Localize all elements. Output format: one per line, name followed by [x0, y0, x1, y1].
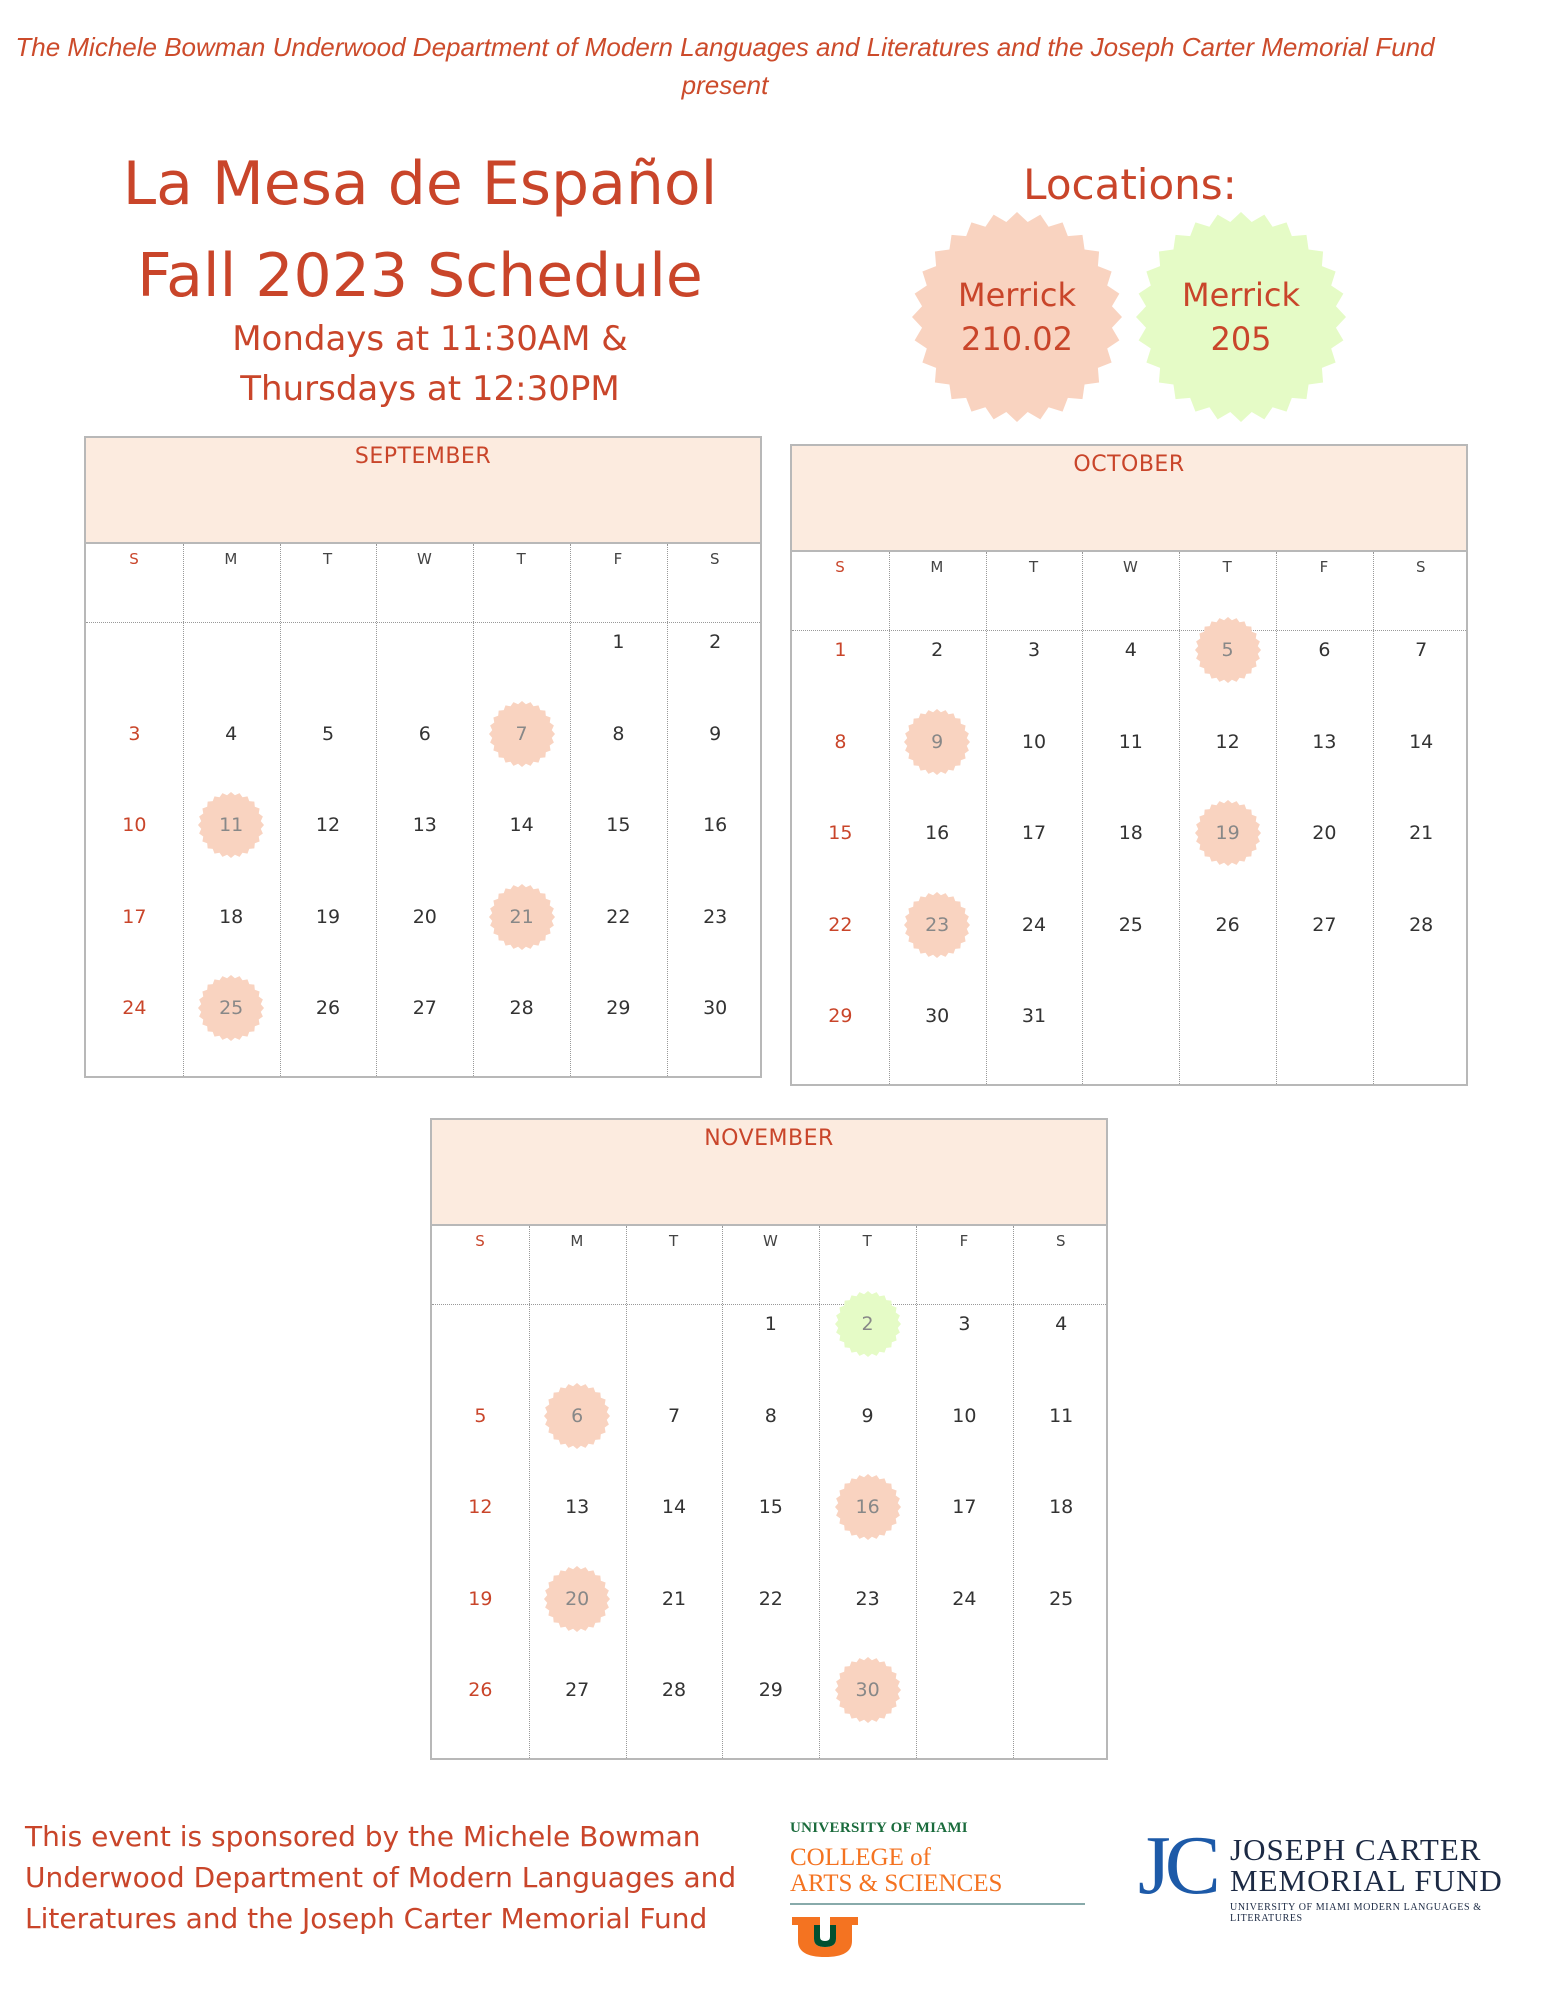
calendar-grid	[432, 1226, 1106, 1758]
calendar-day: 4	[1124, 639, 1137, 661]
calendar-day: 7	[1415, 639, 1428, 661]
calendar-day: 5	[321, 722, 335, 745]
calendar-day: 6	[418, 722, 431, 745]
calendar-day: 7	[667, 1404, 681, 1427]
weekday-label: F	[959, 1232, 969, 1250]
calendar-day: 11	[1049, 1404, 1074, 1427]
calendar-day: 18	[1118, 822, 1143, 844]
calendar-day: 27	[412, 997, 437, 1019]
calendar-day: 4	[1055, 1313, 1068, 1335]
calendar-day: 3	[958, 1313, 971, 1335]
calendar-day: 22	[606, 905, 631, 928]
title-line-2: Fall 2023 Schedule	[137, 241, 703, 311]
calendar-day: 26	[315, 997, 341, 1019]
um-logo-line-2: ARTS & SCIENCES	[790, 1870, 1003, 1897]
calendar-day: 24	[1021, 913, 1047, 936]
calendar-day: 29	[828, 1005, 853, 1027]
location-badge-merrick-210	[912, 212, 1122, 422]
locations-title: Locations:	[1023, 160, 1237, 209]
calendar-september	[84, 436, 762, 1078]
calendar-october	[790, 444, 1468, 1086]
jc-name	[1230, 1834, 1503, 1896]
page-title	[60, 138, 780, 322]
calendar-day: 8	[764, 1404, 777, 1427]
weekday-label: W	[762, 1232, 778, 1250]
weekday-label: W	[416, 550, 432, 568]
month-header: SEPTEMBER	[86, 438, 760, 544]
calendar-day: 23	[925, 913, 950, 936]
calendar-grid	[86, 544, 760, 1076]
location-badge-merrick-205	[1136, 212, 1346, 422]
calendar-november	[430, 1118, 1108, 1760]
calendar-day: 15	[606, 814, 631, 836]
calendar-day: 23	[703, 905, 728, 928]
location-1-line-2: 210.02	[961, 320, 1073, 358]
calendar-day: 26	[1215, 913, 1240, 936]
um-logo-top: UNIVERSITY OF MIAMI	[790, 1820, 968, 1836]
weekday-label: M	[224, 550, 238, 568]
weekday-label: S	[835, 558, 845, 576]
weekday-label: F	[613, 550, 623, 568]
calendar-day: 10	[1021, 730, 1047, 753]
calendar-day: 3	[128, 722, 141, 745]
calendar-day: 21	[509, 905, 534, 928]
calendar-day: 26	[468, 1679, 493, 1701]
calendar-day: 28	[1409, 913, 1434, 936]
calendar-day: 28	[661, 1679, 687, 1701]
weekday-label: S	[710, 550, 720, 568]
jc-line-1: JOSEPH CARTER	[1230, 1832, 1482, 1867]
location-2-line-1: Merrick	[1181, 276, 1301, 314]
calendar-day: 22	[828, 913, 853, 936]
calendar-day: 12	[468, 1496, 493, 1518]
calendar-day: 20	[565, 1587, 590, 1610]
calendar-day: 5	[1221, 639, 1234, 661]
calendar-day: 10	[122, 814, 147, 836]
jc-subtitle: UNIVERSITY OF MIAMI MODERN LANGUAGES & LITERATURES	[1230, 1902, 1482, 1924]
weekday-label: T	[1029, 558, 1039, 576]
schedule-times	[130, 314, 730, 414]
calendar-day: 30	[925, 1005, 950, 1027]
university-of-miami-logo	[790, 1820, 1090, 1963]
calendar-day: 13	[1312, 730, 1337, 753]
calendar-day: 9	[861, 1404, 874, 1427]
weekday-label: M	[570, 1232, 584, 1250]
calendar-day: 14	[661, 1496, 687, 1518]
calendar-day: 27	[1312, 913, 1337, 936]
calendar-day: 2	[861, 1313, 874, 1335]
sponsor-text: This event is sponsored by the Michele Bowman Underwood Department of Modern Languages and Literatures and the Joseph Carter Memorial Fund	[25, 1820, 737, 1935]
calendar-day: 29	[606, 997, 631, 1019]
calendar-day: 16	[855, 1496, 880, 1518]
calendar-day: 15	[828, 822, 853, 844]
calendar-day: 1	[612, 631, 625, 653]
calendar-day: 3	[1027, 639, 1041, 661]
jc-line-2: MEMORIAL FUND	[1230, 1863, 1503, 1898]
calendar-day: 11	[219, 814, 244, 836]
weekday-label: T	[1222, 558, 1232, 576]
subtitle-line-1: Mondays at 11:30AM &	[232, 319, 628, 359]
calendar-day: 21	[661, 1587, 687, 1610]
calendar-day: 20	[412, 905, 437, 928]
calendar-day: 13	[412, 814, 437, 836]
subtitle-line-2: Thursdays at 12:30PM	[240, 369, 620, 409]
location-1-line-1: Merrick	[957, 276, 1077, 314]
month-header: NOVEMBER	[432, 1120, 1106, 1226]
calendar-day: 9	[931, 730, 944, 753]
calendar-day: 12	[315, 814, 341, 836]
weekday-label: T	[862, 1232, 872, 1250]
calendar-day: 30	[703, 997, 728, 1019]
weekday-label: S	[1416, 558, 1426, 576]
calendar-day: 9	[709, 722, 722, 745]
calendar-day: 14	[509, 814, 534, 836]
calendar-day: 6	[571, 1404, 584, 1427]
calendar-day: 12	[1215, 730, 1240, 753]
calendar-day: 6	[1318, 639, 1331, 661]
calendar-day: 5	[474, 1404, 487, 1427]
calendar-day: 8	[612, 722, 625, 745]
weekday-label: T	[669, 1232, 679, 1250]
weekday-label: S	[129, 550, 139, 568]
calendar-day: 27	[565, 1679, 590, 1701]
intro-text: The Michele Bowman Underwood Department of Modern Languages and Literatures and the Joseph Carter Memorial Fund present	[15, 32, 1435, 100]
calendar-day: 10	[952, 1404, 977, 1427]
calendar-day: 16	[703, 814, 728, 836]
weekday-label: S	[475, 1232, 485, 1250]
calendar-day: 22	[758, 1587, 783, 1610]
calendar-day: 23	[855, 1587, 880, 1610]
calendar-day: 19	[468, 1587, 493, 1610]
calendar-day: 15	[758, 1496, 783, 1518]
calendar-day: 25	[1049, 1587, 1074, 1610]
month-header: OCTOBER	[792, 446, 1466, 552]
calendar-day: 4	[225, 722, 238, 745]
jc-monogram: JC	[1138, 1819, 1215, 1912]
title-line-1: La Mesa de Español	[122, 149, 718, 219]
weekday-label: T	[323, 550, 333, 568]
um-logo-line-1: COLLEGE of	[790, 1844, 931, 1871]
calendar-day: 13	[565, 1496, 590, 1518]
calendar-day: 29	[758, 1679, 783, 1701]
calendar-day: 2	[709, 631, 722, 653]
calendar-day: 16	[925, 822, 950, 844]
calendar-day: 8	[834, 730, 847, 753]
calendar-day: 11	[1118, 730, 1143, 753]
calendar-day: 2	[931, 639, 944, 661]
calendar-day: 28	[509, 997, 534, 1019]
calendar-day: 1	[834, 639, 847, 661]
weekday-label: S	[1056, 1232, 1066, 1250]
calendar-day: 19	[315, 905, 341, 928]
location-2-line-2: 205	[1210, 320, 1272, 358]
calendar-day: 24	[952, 1587, 977, 1610]
calendar-day: 17	[1021, 822, 1047, 844]
calendar-day: 31	[1021, 1005, 1047, 1027]
calendar-day: 25	[1118, 913, 1143, 936]
calendar-grid	[792, 552, 1466, 1084]
weekday-label: M	[930, 558, 944, 576]
calendar-day: 25	[219, 997, 244, 1019]
weekday-label: W	[1122, 558, 1138, 576]
calendar-day: 18	[1049, 1496, 1074, 1518]
calendar-day: 18	[219, 905, 244, 928]
calendar-day: 19	[1215, 822, 1240, 844]
um-u-icon	[790, 1915, 1090, 1963]
calendar-day: 17	[952, 1496, 977, 1518]
joseph-carter-logo	[1138, 1819, 1518, 1924]
calendar-day: 14	[1409, 730, 1434, 753]
calendar-day: 21	[1409, 822, 1434, 844]
calendar-day: 20	[1312, 822, 1337, 844]
calendar-day: 17	[122, 905, 147, 928]
weekday-label: F	[1319, 558, 1329, 576]
weekday-label: T	[516, 550, 526, 568]
calendar-day: 24	[122, 997, 147, 1019]
um-logo-rule	[790, 1903, 1085, 1905]
calendar-day: 7	[515, 722, 528, 745]
um-logo-college	[790, 1845, 1090, 1897]
calendar-day: 30	[855, 1679, 880, 1701]
calendar-day: 1	[764, 1313, 777, 1335]
